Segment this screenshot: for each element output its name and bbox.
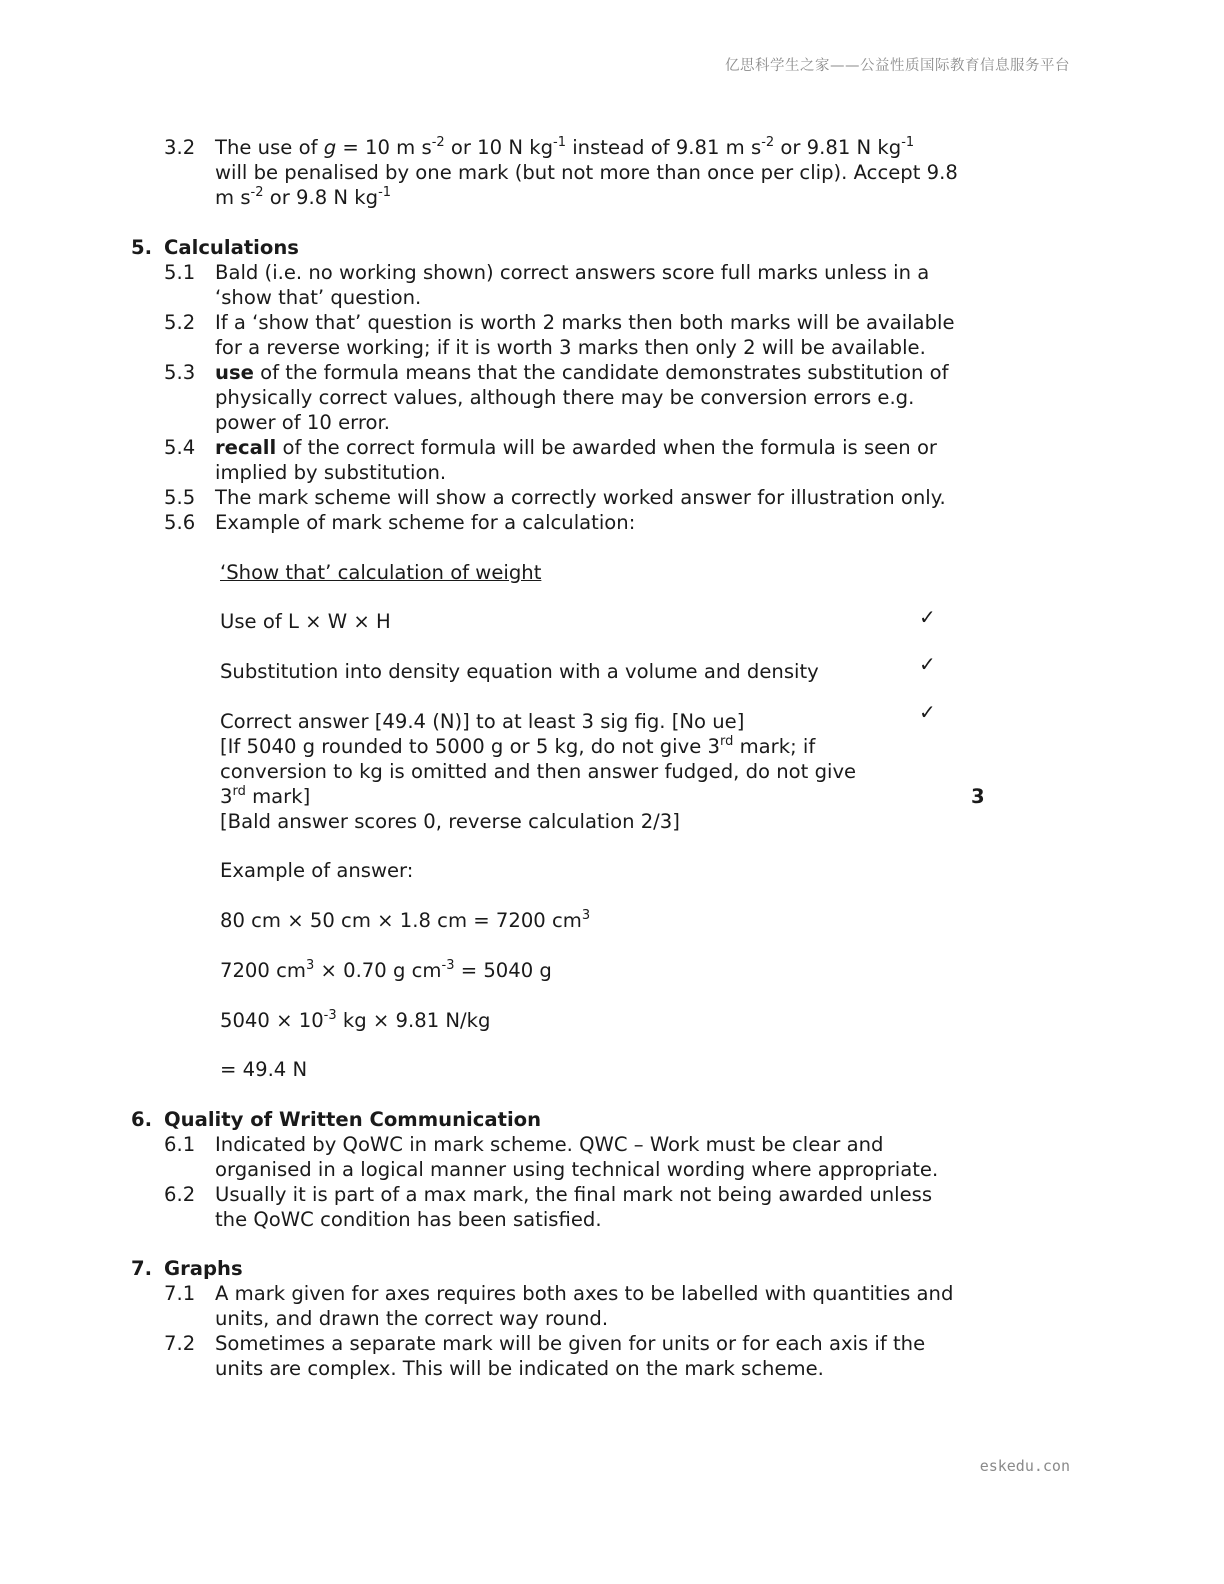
tick-icon: ✓ (919, 605, 936, 629)
item-number: 7.1 (164, 1282, 196, 1305)
text-line: Indicated by QoWC in mark scheme. QWC – Work must be clear and (215, 1133, 884, 1156)
text-fragment: of the formula means that the candidate demonstrates substitution of (253, 361, 949, 384)
example-step-1: Use of L × W × H (220, 610, 391, 633)
text-fragment: or 9.81 N kg (774, 136, 902, 159)
item-text (215, 1331, 1015, 1381)
superscript: -2 (431, 135, 445, 151)
item-number: 6.2 (164, 1183, 196, 1206)
text-fragment: The use of (215, 136, 324, 159)
calc-line-1 (220, 908, 590, 933)
item-text (215, 510, 1015, 535)
calc-line-3 (220, 1008, 490, 1033)
item-text (215, 360, 1015, 435)
item-number: 6.1 (164, 1133, 196, 1156)
text-line: will be penalised by one mark (but not more than once per clip). Accept 9.8 (215, 161, 958, 184)
example-note-1 (220, 734, 815, 759)
total-marks: 3 (971, 785, 985, 808)
item-number: 7.2 (164, 1332, 196, 1355)
text-fragment: = 5040 g (454, 959, 552, 982)
superscript: -1 (378, 185, 392, 201)
text-fragment: of the correct formula will be awarded when the formula is seen or (276, 436, 937, 459)
superscript: rd (719, 734, 734, 750)
item-text (215, 485, 1015, 510)
superscript: -1 (901, 135, 915, 151)
text-line: ‘show that’ question. (215, 286, 422, 309)
text-line: organised in a logical manner using technical wording where appropriate. (215, 1158, 939, 1181)
text-line (215, 360, 1015, 385)
text-line (215, 185, 1015, 210)
text-line: Sometimes a separate mark will be given for units or for each axis if the (215, 1332, 926, 1355)
item-number: 5.4 (164, 436, 196, 459)
page-footer: eskedu.con (979, 1457, 1070, 1475)
item-text (215, 1281, 1015, 1331)
example-step-3: Correct answer [49.4 (N)] to at least 3 sig fig. [No ue] (220, 710, 745, 733)
text-fragment: or 10 N kg (444, 136, 554, 159)
calc-line-2 (220, 958, 552, 983)
text-fragment: 3 (220, 785, 233, 808)
item-text (215, 435, 1015, 485)
section-number: 5. (131, 236, 153, 259)
text-line: The mark scheme will show a correctly worked answer for illustration only. (215, 486, 946, 509)
tick-icon: ✓ (919, 700, 936, 724)
example-note-2: conversion to kg is omitted and then answer fudged, do not give (220, 760, 857, 783)
text-line (215, 435, 1015, 460)
example-note-4: [Bald answer scores 0, reverse calculation 2/3] (220, 810, 680, 833)
text-fragment: = 10 m s (336, 136, 432, 159)
text-line: for a reverse working; if it is worth 3 marks then only 2 will be available. (215, 336, 926, 359)
text-line: power of 10 error. (215, 411, 390, 434)
text-line: units, and drawn the correct way round. (215, 1307, 609, 1330)
section-number: 7. (131, 1257, 153, 1280)
item-text (215, 260, 1015, 310)
superscript: -1 (553, 135, 566, 151)
item-3-2-text (215, 135, 1015, 210)
tick-icon: ✓ (919, 652, 936, 676)
superscript: 3 (581, 908, 591, 924)
text-line: physically correct values, although there may be conversion errors e.g. (215, 386, 915, 409)
superscript: -3 (323, 1008, 337, 1024)
text-fragment: [If 5040 g rounded to 5000 g or 5 kg, do not give 3 (220, 735, 720, 758)
superscript: -3 (441, 958, 455, 974)
text-line: Usually it is part of a max mark, the final mark not being awarded unless (215, 1183, 933, 1206)
symbol-g: g (323, 136, 337, 159)
calc-line-4: = 49.4 N (220, 1058, 308, 1081)
text-line: implied by substitution. (215, 461, 447, 484)
superscript: -2 (761, 135, 775, 151)
item-number: 5.5 (164, 486, 196, 509)
item-text (215, 1132, 1015, 1182)
text-fragment: mark] (245, 785, 311, 808)
section-title: Calculations (164, 236, 299, 259)
answer-heading: Example of answer: (220, 859, 414, 882)
text-line: If a ‘show that’ question is worth 2 marks then both marks will be available (215, 311, 955, 334)
text-fragment: mark; if (733, 735, 816, 758)
item-text (215, 1182, 1015, 1232)
item-number: 5.6 (164, 511, 196, 534)
text-line: units are complex. This will be indicated on the mark scheme. (215, 1357, 824, 1380)
item-number: 5.3 (164, 361, 196, 384)
text-fragment: 7200 cm (220, 959, 306, 982)
section-title: Graphs (164, 1257, 243, 1280)
text-fragment: or 9.8 N kg (263, 186, 379, 209)
example-heading (220, 560, 541, 585)
bold-term: recall (215, 436, 277, 459)
item-number: 5.1 (164, 261, 196, 284)
superscript: 3 (305, 958, 315, 974)
superscript: -2 (250, 185, 264, 201)
section-title: Quality of Written Communication (164, 1108, 542, 1131)
item-number: 5.2 (164, 311, 196, 334)
section-number: 6. (131, 1108, 153, 1131)
text-fragment: instead of 9.81 m s (565, 136, 762, 159)
text-line: the QoWC condition has been satisfied. (215, 1208, 602, 1231)
example-step-2: Substitution into density equation with a volume and density (220, 660, 819, 683)
text-fragment: 80 cm × 50 cm × 1.8 cm = 7200 cm (220, 909, 582, 932)
text-line: A mark given for axes requires both axes to be labelled with quantities and (215, 1282, 954, 1305)
text-fragment: kg × 9.81 N/kg (336, 1009, 491, 1032)
page-header: 亿思科学生之家——公益性质国际教育信息服务平台 (725, 58, 1070, 74)
text-fragment: m s (215, 186, 251, 209)
text-line: Example of mark scheme for a calculation: (215, 511, 636, 534)
superscript: rd (232, 784, 246, 800)
underlined-heading: ‘Show that’ calculation of weight (220, 561, 542, 584)
bold-term: use (215, 361, 254, 384)
text-fragment: × 0.70 g cm (314, 959, 442, 982)
text-line (215, 135, 1015, 160)
text-fragment: 5040 × 10 (220, 1009, 324, 1032)
example-note-3 (220, 784, 310, 809)
item-number: 3.2 (164, 136, 196, 159)
text-line: Bald (i.e. no working shown) correct answers score full marks unless in a (215, 261, 930, 284)
item-text (215, 310, 1015, 360)
